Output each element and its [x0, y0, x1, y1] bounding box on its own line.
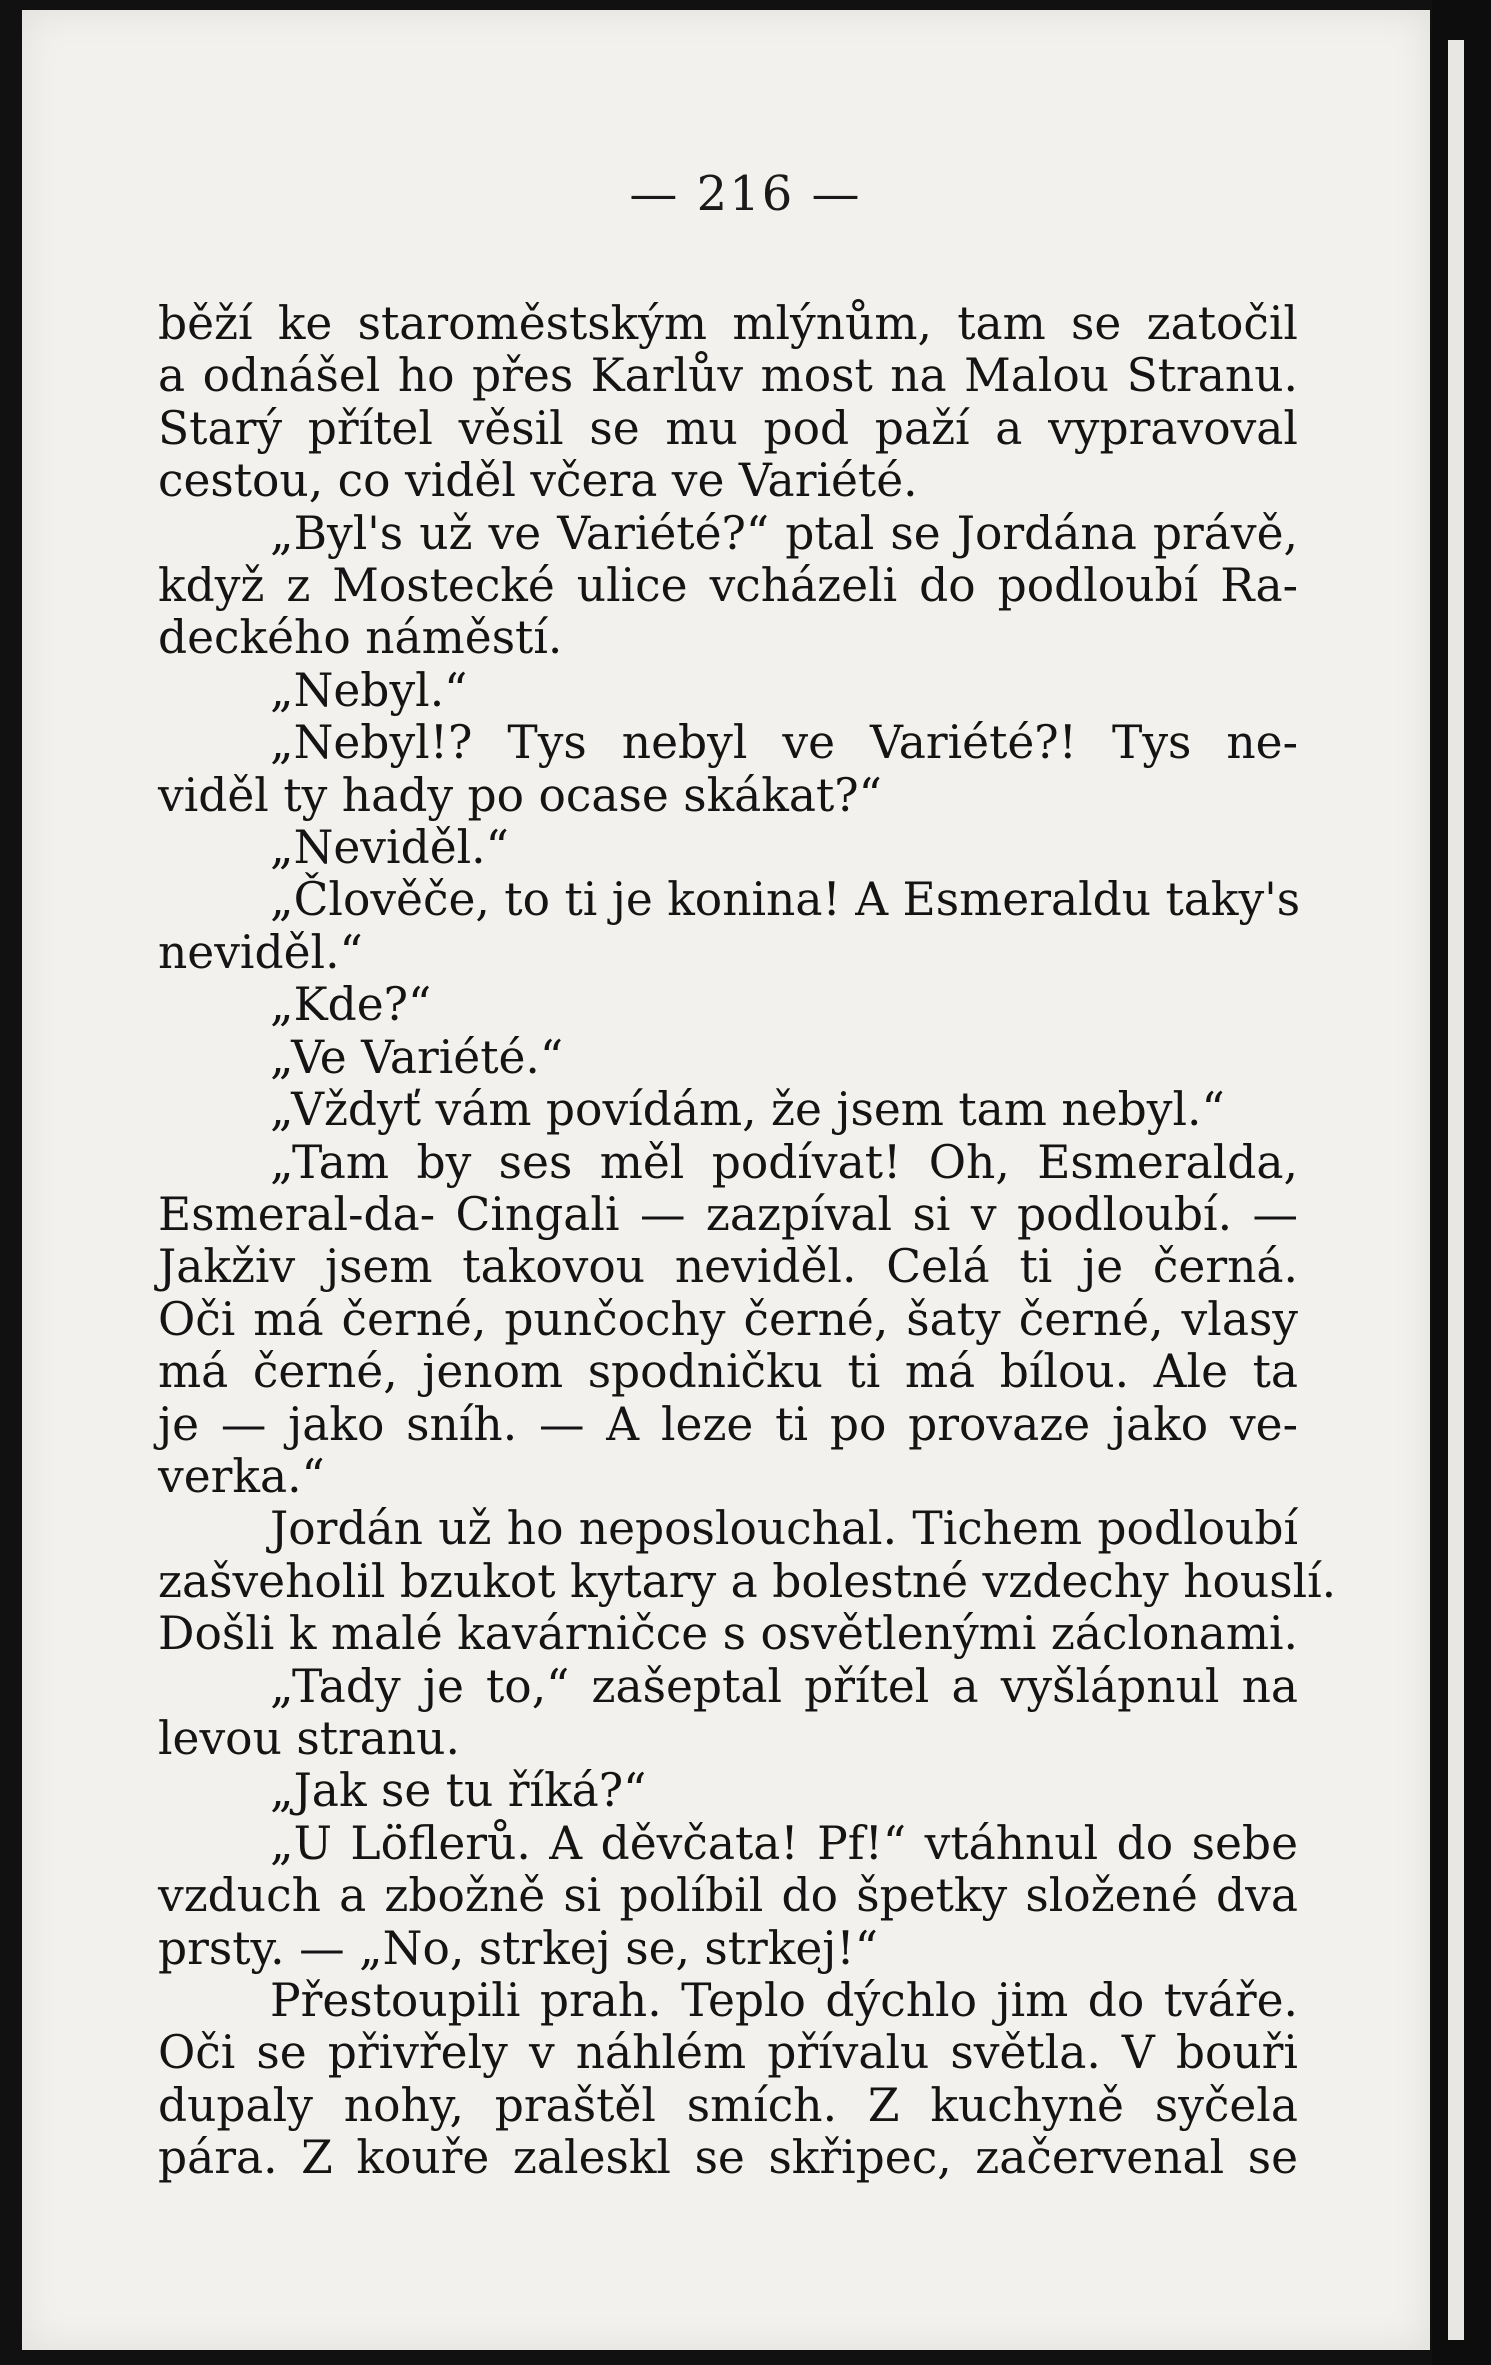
text-line: Jakživ jsem takovou neviděl. Celá ti je černá. [158, 1240, 1298, 1294]
text-line: „Ve Variété.“ [270, 1030, 564, 1084]
text-line: „Člověče, to ti je konina! A Esmeraldu taky's [270, 873, 1301, 927]
text-line: „Nebyl.“ [270, 663, 468, 717]
text-line: „Byl's už ve Variété?“ ptal se Jordána právě, [270, 506, 1298, 560]
text-line: „Tady je to,“ zašeptal přítel a vyšlápnul na [270, 1659, 1298, 1713]
text-line: „Nebyl!? Tys nebyl ve Variété?! Tys ne- [270, 716, 1298, 770]
text-line: deckého náměstí. [158, 611, 563, 665]
text-line: „Tam by ses měl podívat! Oh, Esmeralda, [270, 1135, 1298, 1189]
body-text [158, 297, 1337, 2185]
page-number: — 216 — [629, 166, 862, 222]
text-line: Jordán už ho neposlouchal. Tichem podloubí [270, 1502, 1298, 1556]
text-line: a odnášel ho přes Karlův most na Malou Stranu. [158, 349, 1298, 403]
text-line: běží ke staroměstským mlýnům, tam se zatočil [158, 297, 1298, 350]
text-line: „Jak se tu říká?“ [270, 1764, 647, 1818]
text-line: pára. Z kouře zaleskl se skřipec, začervenal se [158, 2131, 1298, 2185]
text-line: „Kde?“ [270, 978, 432, 1032]
text-line: Esmeral-da- Cingali — zazpíval si v podloubí. — [158, 1187, 1298, 1241]
text-line: neviděl.“ [158, 925, 363, 979]
text-line: je — jako sníh. — A leze ti po provaze jako ve- [158, 1397, 1298, 1451]
text-line: Starý přítel věsil se mu pod paží a vypravoval [158, 401, 1298, 455]
text-line: cestou, co viděl včera ve Variété. [158, 454, 918, 508]
text-line: dupaly nohy, praštěl smích. Z kuchyně syčela [158, 2078, 1298, 2132]
text-line: Přestoupili prah. Teplo dýchlo jim do tváře. [270, 1974, 1298, 2027]
text-line: Došli k malé kavárničce s osvětlenými záclonami. [158, 1607, 1298, 1661]
text-line: „Vždyť vám povídám, že jsem tam nebyl.“ [270, 1083, 1225, 1137]
text-line: když z Mostecké ulice vcházeli do podloubí Ra- [158, 559, 1298, 613]
text-line: prsty. — „No, strkej se, strkej!“ [158, 1921, 878, 1975]
text-line: verka.“ [158, 1449, 325, 1503]
text-line: viděl ty hady po ocase skákat?“ [158, 768, 882, 822]
text-line: zašveholil bzukot kytary a bolestné vzdechy houslí. [158, 1554, 1337, 1608]
text-line: vzduch a zbožně si políbil do špetky složené dva [158, 1869, 1298, 1923]
text-line: „U Löflerů. A děvčata! Pf!“ vtáhnul do sebe [270, 1816, 1298, 1870]
text-line: Oči má černé, punčochy černé, šaty černé, vlasy [158, 1292, 1298, 1346]
text-line: „Neviděl.“ [270, 821, 509, 875]
text-line: levou stranu. [158, 1711, 460, 1765]
text-line: má černé, jenom spodničku ti má bílou. Ale ta [158, 1345, 1298, 1399]
text-line: Oči se přivřely v náhlém přívalu světla. V bouři [158, 2026, 1298, 2080]
adjacent-page-edge [1448, 40, 1464, 2340]
